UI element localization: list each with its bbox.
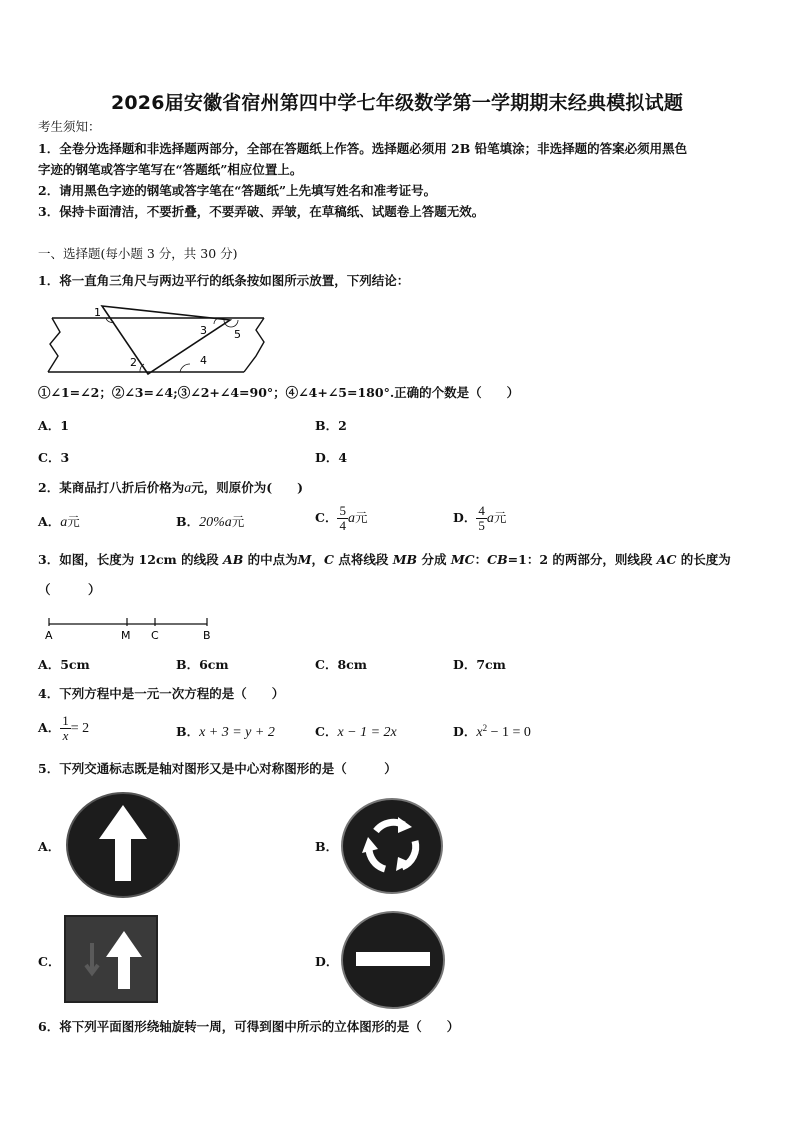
notice-line-2: 2．请用黑色字迹的钢笔或答字笔在“答题纸”上先填写姓名和准考证号。: [38, 183, 437, 198]
option-unit: 元: [354, 510, 368, 525]
option-label: B．: [176, 724, 200, 739]
q1-option-b[interactable]: B．2: [315, 418, 347, 433]
option-unit: 元: [67, 514, 80, 529]
option-base: x: [476, 725, 483, 740]
denominator: 4: [339, 518, 346, 533]
q3-paren: （ ）: [38, 582, 101, 597]
option-var: a: [347, 511, 355, 526]
option-label: A．: [38, 720, 61, 735]
q3-stem-part: 的长度为: [680, 552, 731, 567]
q1-angle-label: 5: [234, 328, 241, 341]
q3-segment: MB: [392, 552, 418, 567]
q6-stem: 6．将下列平面图形绕轴旋转一周，可得到图中所示的立体图形的是（ ）: [38, 1019, 460, 1034]
q5-sign-c-arrow-up-square-icon[interactable]: [64, 915, 158, 1003]
numerator: 4: [478, 503, 485, 518]
q3-segment: CB: [487, 552, 508, 567]
option-unit: 元: [493, 510, 507, 525]
q2-stem-part: 2．某商品打八折后价格为: [38, 480, 185, 495]
q2-option-b[interactable]: [176, 512, 244, 531]
notice-line-1b: 字迹的钢笔或答字笔写在“答题纸”相应位置上。: [38, 162, 303, 177]
q4-option-c[interactable]: [315, 722, 397, 741]
q3-stem-part: ，: [311, 552, 324, 567]
q5-option-d[interactable]: D．: [315, 954, 339, 969]
q2-option-c[interactable]: [315, 504, 367, 533]
q3-point-label: C: [151, 629, 159, 642]
denominator: 5: [478, 518, 485, 533]
denominator: x: [62, 728, 69, 743]
page-title: 2026届安徽省宿州第四中学七年级数学第一学期期末经典模拟试题: [110, 92, 684, 114]
q1-angle-label: 2: [130, 356, 137, 369]
q5-stem: 5．下列交通标志既是轴对图形又是中心对称图形的是（ ）: [38, 761, 397, 776]
option-expr: − 1 = 0: [487, 725, 531, 740]
q2-option-d[interactable]: [453, 504, 506, 533]
q5-sign-d-no-entry-icon[interactable]: [340, 910, 446, 1010]
q3-stem-part: 3．如图，长度为 12cm 的线段: [38, 552, 219, 567]
q3-option-c[interactable]: C．8cm: [315, 657, 367, 672]
q3-option-a[interactable]: A．5cm: [38, 657, 90, 672]
option-expr: x + 3 = y + 2: [199, 725, 275, 740]
q4-option-b[interactable]: [176, 722, 275, 741]
option-label: C．: [315, 724, 338, 739]
q3-point-label: A: [45, 629, 53, 642]
q3-segment-figure: [44, 614, 214, 644]
q3-point-label: M: [121, 629, 131, 642]
option-unit: 元: [231, 514, 245, 529]
q1-stem: 1．将一直角三角尺与两边平行的纸条按如图所示放置，下列结论：: [38, 273, 410, 288]
q5-sign-b-roundabout-icon[interactable]: [340, 797, 444, 895]
q1-option-d[interactable]: D．4: [315, 450, 348, 465]
fraction: [476, 504, 487, 533]
q5-option-b[interactable]: B．: [315, 839, 339, 854]
q5-option-a[interactable]: A．: [38, 839, 61, 854]
q2-stem: [38, 477, 303, 500]
q5-option-c[interactable]: C．: [38, 954, 61, 969]
q3-option-d[interactable]: D．7cm: [453, 657, 506, 672]
q2-option-a[interactable]: [38, 512, 80, 531]
q1-option-a[interactable]: A．1: [38, 418, 69, 433]
q3-point: M: [297, 552, 312, 567]
option-label: D．: [453, 724, 477, 739]
fraction: [337, 504, 348, 533]
notice-line-1a: 1．全卷分选择题和非选择题两部分，全部在答题纸上作答。选择题必须用 2B 铅笔填涂；非选择题的答案必须用黑色: [38, 141, 688, 156]
q3-stem-part: ：: [474, 552, 488, 567]
option-expr: x − 1 = 2x: [337, 725, 397, 740]
fraction: [60, 714, 71, 743]
q3-point-label: B: [203, 629, 211, 642]
option-label: A．: [38, 514, 61, 529]
q3-point: C: [324, 552, 334, 567]
q3-stem-part: 的中点为: [247, 552, 298, 567]
q3-option-b[interactable]: B．6cm: [176, 657, 229, 672]
q5-sign-a-arrow-up-icon[interactable]: [64, 791, 182, 899]
q2-variable: a: [184, 481, 192, 496]
numerator: 1: [62, 713, 69, 728]
q3-stem-part: =1：2 的两部分，则线段: [507, 552, 653, 567]
q3-stem: [38, 549, 731, 571]
q1-angle-label: 3: [200, 324, 207, 337]
option-exponent: 2: [482, 722, 488, 733]
q4-option-a[interactable]: [38, 714, 89, 743]
notice-heading: 考生须知：: [38, 119, 101, 134]
q3-segment: AB: [223, 552, 244, 567]
q3-segment: MC: [450, 552, 475, 567]
option-expr: = 2: [70, 721, 90, 736]
q1-figure: [44, 298, 276, 376]
q1-option-c[interactable]: C．3: [38, 450, 70, 465]
q1-angle-label: 1: [94, 306, 101, 319]
option-label: C．: [315, 510, 338, 525]
q4-stem: 4．下列方程中是一元一次方程的是（ ）: [38, 686, 285, 701]
option-expr: a: [60, 515, 68, 530]
section-heading: 一、选择题(每小题 3 分，共 30 分): [38, 246, 238, 261]
q3-stem-part: 分成: [421, 552, 447, 567]
q4-option-d[interactable]: [453, 722, 531, 741]
numerator: 5: [339, 503, 346, 518]
q1-angle-label: 4: [200, 354, 207, 367]
q3-stem-part: 点将线段: [338, 552, 389, 567]
option-label: B．: [176, 514, 200, 529]
q3-segment: AC: [656, 552, 677, 567]
q2-stem-part: 元，则原价为( ): [191, 480, 304, 495]
q1-conclusions: ①∠1=∠2；②∠3=∠4;③∠2+∠4=90°；④∠4+∠5=180°.正确的个数是（ ）: [38, 385, 520, 400]
notice-line-3: 3．保持卡面清洁，不要折叠，不要弄破、弄皱，在草稿纸、试题卷上答题无效。: [38, 204, 485, 219]
option-var: a: [486, 511, 494, 526]
option-label: D．: [453, 510, 477, 525]
option-expr: 20%a: [199, 515, 232, 530]
